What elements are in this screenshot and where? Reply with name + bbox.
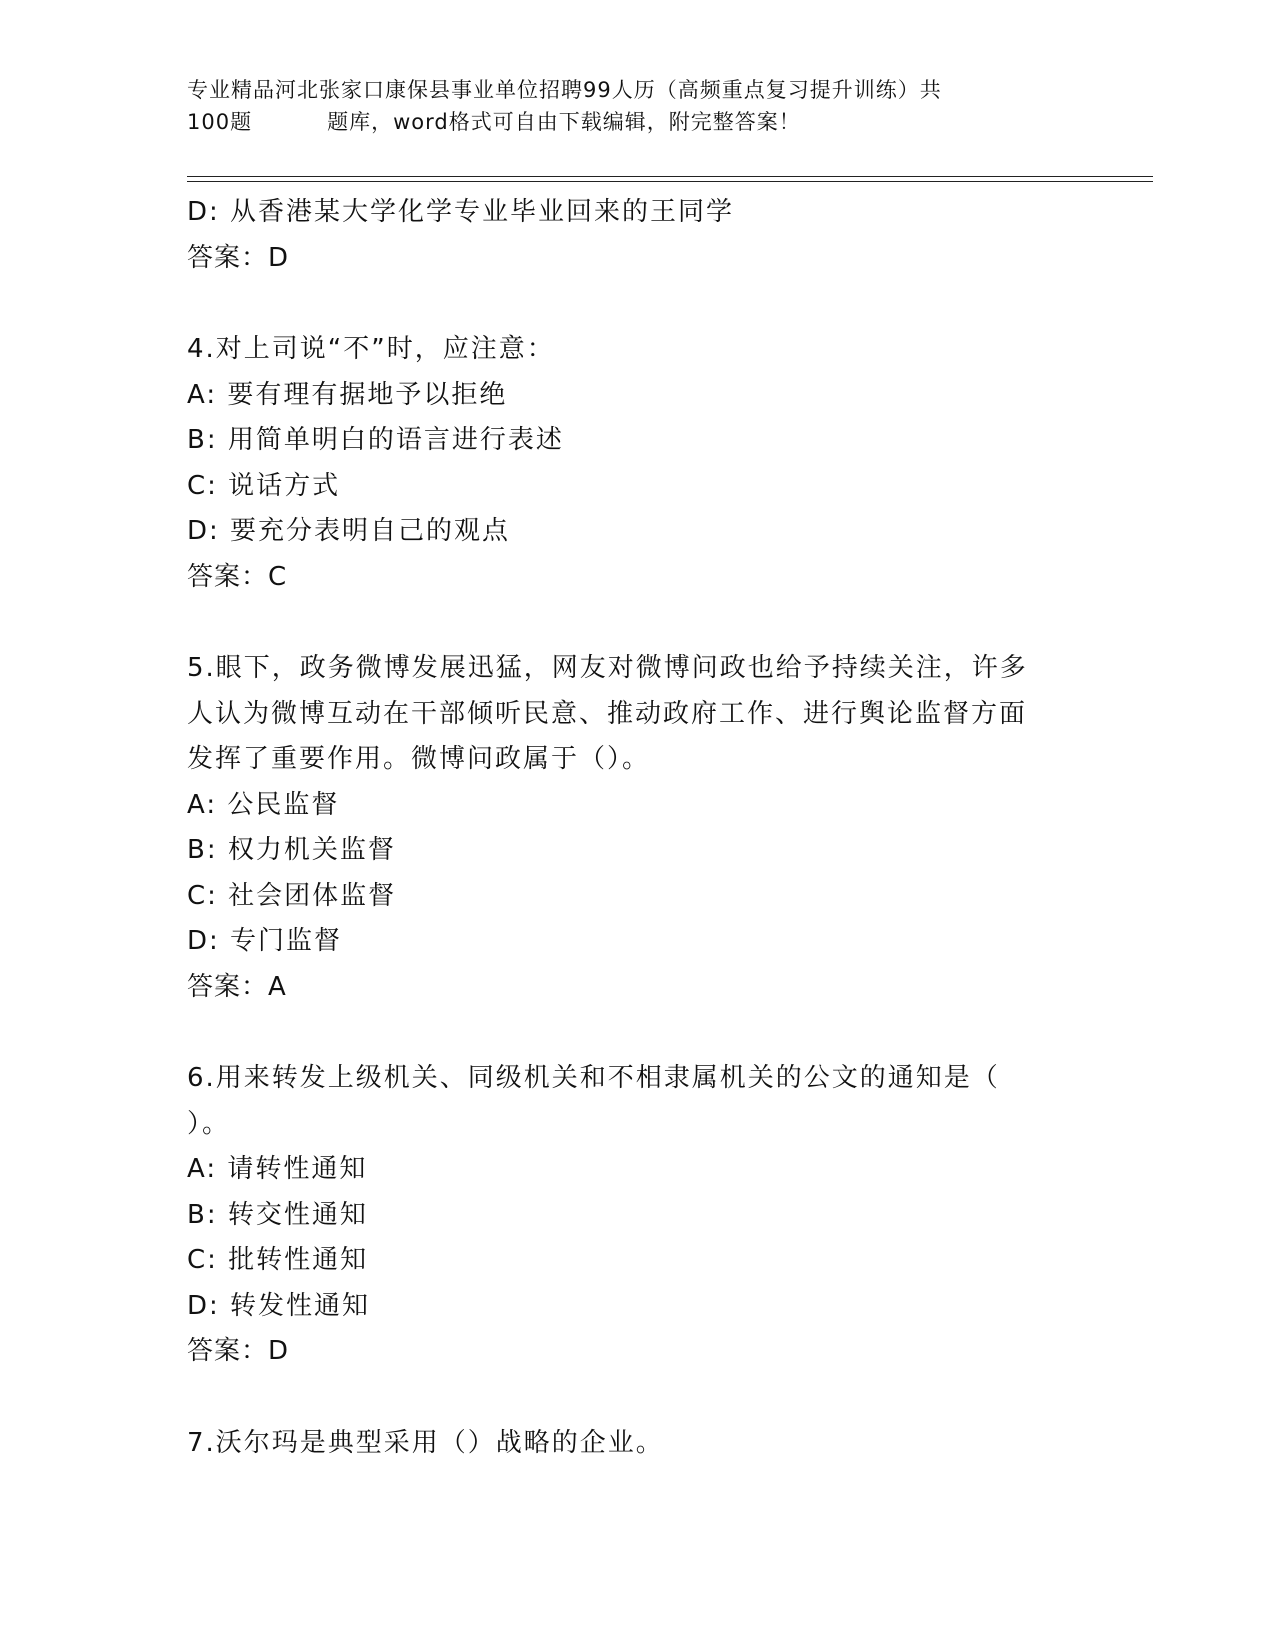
spacer	[187, 1375, 1077, 1421]
option-b: B: 用简单明白的语言进行表述	[187, 425, 564, 455]
option-b: B: 权力机关监督	[187, 835, 396, 865]
question-list	[187, 190, 1077, 1466]
option-c: C: 社会团体监督	[187, 880, 397, 911]
option-d: D: 专门监督	[187, 926, 343, 956]
question-block-3	[187, 190, 1077, 281]
header-divider-top	[187, 176, 1153, 177]
question-text-line1: 6.用来转发上级机关、同级机关和不相隶属机关的公文的通知是（	[187, 1063, 1000, 1093]
question-block-5	[187, 646, 1077, 1010]
spacer	[187, 281, 1077, 327]
question-text-line2: 人认为微博互动在干部倾听民意、推动政府工作、进行舆论监督方面	[187, 698, 1028, 729]
question-block-7	[187, 1421, 1077, 1467]
option-d: D: 从香港某大学化学专业毕业回来的王同学	[187, 197, 735, 227]
answer-line: 答案：C	[187, 561, 288, 592]
header-divider-bottom	[187, 181, 1153, 182]
document-header	[187, 74, 1067, 138]
question-text: 7.沃尔玛是典型采用（）战略的企业。	[187, 1427, 664, 1458]
question-text-line1: 5.眼下，政务微博发展迅猛，网友对微博问政也给予持续关注，许多	[187, 653, 1028, 683]
option-d: D: 转发性通知	[187, 1290, 371, 1321]
answer-line: 答案：A	[187, 971, 287, 1002]
option-a: A: 公民监督	[187, 789, 340, 820]
answer-line: 答案：D	[187, 242, 290, 273]
question-text-line2: ）。	[187, 1108, 231, 1139]
header-title-line1: 专业精品河北张家口康保县事业单位招聘99人历（高频重点复习提升训练）共	[187, 78, 942, 102]
question-text-line3: 发挥了重要作用。微博问政属于（）。	[187, 744, 651, 774]
header-subtitle: 题库，word格式可自由下载编辑，附完整答案！	[327, 110, 801, 134]
option-c: C: 批转性通知	[187, 1245, 369, 1275]
option-b: B: 转交性通知	[187, 1199, 368, 1230]
option-a: A: 请转性通知	[187, 1154, 368, 1184]
question-block-6	[187, 1056, 1077, 1375]
question-text: 4.对上司说“不”时，应注意：	[187, 334, 555, 364]
answer-line: 答案：D	[187, 1336, 290, 1366]
question-block-4	[187, 327, 1077, 600]
header-title-line2	[187, 106, 1067, 138]
option-d: D: 要充分表明自己的观点	[187, 516, 511, 546]
header-count: 100题	[187, 110, 253, 134]
option-c: C: 说话方式	[187, 470, 341, 501]
spacer	[187, 1010, 1077, 1056]
option-a: A: 要有理有据地予以拒绝	[187, 379, 508, 410]
spacer	[187, 600, 1077, 646]
